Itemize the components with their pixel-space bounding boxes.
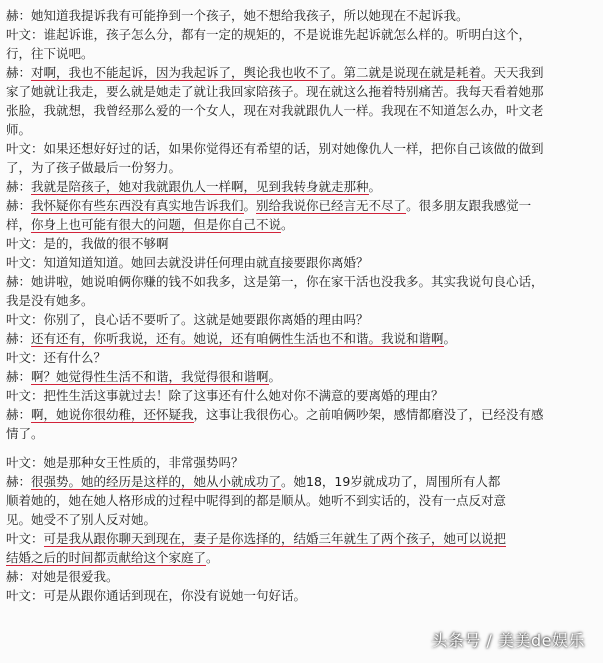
transcript-line [6, 567, 598, 586]
transcript-line [6, 158, 598, 177]
line-text: 赫： [6, 179, 32, 194]
underlined-text: 结婚之后的时间都贡献给这个家庭了 [6, 550, 207, 565]
underlined-text: 我就是陪孩子，她对我就跟仇人一样啊，见到我转身就走那种 [31, 179, 369, 194]
line-text: 了，为了孩子做最后一份努力。 [6, 160, 182, 175]
underlined-text: 还有还有，你听我说，还有。她说，还有咱俩性生活也不和谐。我说和谐啊 [31, 331, 444, 346]
line-text: 叶文：如果还想好好过的话，如果你觉得还有希望的话，别对她像仇人一样，把你自己该做的做到 [6, 141, 544, 156]
transcript-line [6, 367, 598, 386]
line-text: 赫：对她是很爱我。 [6, 569, 119, 584]
line-text: 叶文：知道知道知道。她回去就没讲任何理由就直接要跟你离婚？ [6, 255, 369, 270]
transcript-line [6, 25, 598, 44]
underlined-text: 可是我从跟你聊天到现在，妻子是你选择的，结婚三年就生了两个孩子，她可以说把 [43, 531, 507, 546]
line-text: 顺着她的，她在她人格形成的过程中呢得到的都是顺从。她听不到实话的，没有一点反对意 [6, 493, 507, 508]
transcript-line [6, 472, 598, 491]
underlined-text: 对啊，我也不能起诉，因为我起诉了，舆论我也收不了。第二就是说现在就是耗着 [31, 65, 482, 80]
line-text: 。很多朋友跟我感觉一 [406, 198, 532, 213]
underlined-text: 别给我说你已经言无不尽了 [256, 198, 407, 213]
line-text: 赫： [6, 474, 32, 489]
transcript-line [6, 386, 598, 405]
line-text: ，这事让我很伤心。之前咱俩吵架，感情都磨没了，已经没有感 [193, 407, 544, 422]
line-text: 我是没有她多。 [6, 293, 94, 308]
transcript [6, 6, 598, 605]
line-text: 赫：她知道我提诉我有可能挣到一个孩子，她不想给我孩子，所以她现在不起诉我。 [6, 8, 469, 23]
underlined-text: 你身上也可能有很大的问题，但是你自己不说 [31, 217, 282, 232]
line-text: 行，往下说吧。 [6, 46, 94, 61]
transcript-line [6, 586, 598, 605]
transcript-line [6, 101, 598, 120]
transcript-line [6, 348, 598, 367]
line-text: 。 [443, 331, 457, 346]
line-text: 。 [206, 550, 219, 565]
transcript-line [6, 215, 598, 234]
transcript-line [6, 177, 598, 196]
transcript-line [6, 329, 598, 348]
watermark: 头条号 / 美美de娱乐 [431, 631, 585, 650]
transcript-line [6, 272, 598, 291]
line-text: 赫： [6, 65, 32, 80]
line-text: 叶文：可是从跟你通话到现在，你没有说她一句好话。 [6, 588, 307, 603]
line-text: 。她18，19岁就成功了，周围所有人都 [281, 474, 501, 489]
line-text: 。天天我到 [481, 65, 544, 80]
line-text: 师。 [6, 122, 32, 137]
transcript-line [6, 63, 598, 82]
line-text: 见。她受不了别人反对她。 [6, 512, 157, 527]
transcript-line [6, 120, 598, 139]
transcript-line [6, 453, 598, 472]
underlined-text: 很强势。她的经历是这样的，她从小就成功了 [31, 474, 282, 489]
line-text: 情了。 [6, 426, 44, 441]
transcript-line [6, 405, 598, 424]
underlined-text: 啊？她觉得性生活不和谐，我觉得很和谐啊 [31, 369, 269, 384]
transcript-line [6, 6, 598, 25]
transcript-line [6, 291, 598, 310]
line-text: 赫：她讲啦，她说咱俩你赚的钱不如我多，这是第一，你在家干活也没我多。其实我说句良心话， [6, 274, 544, 289]
transcript-line [6, 139, 598, 158]
line-text: 家了她就让我走，要么就是她走了就让我回家陪孩子。现在就这么拖着特别痛苦。我每天看着她那 [6, 84, 544, 99]
line-text: 赫： [6, 198, 32, 213]
transcript-line [6, 529, 598, 548]
line-text: 赫： [6, 331, 32, 346]
transcript-line [6, 82, 598, 101]
line-text: 样， [6, 217, 32, 232]
line-text: 张脸，我就想，我曾经那么爱的一个女人，现在对我就跟仇人一样。我现在不知道怎么办，叶文老 [6, 103, 544, 118]
line-text: 。 [243, 198, 257, 213]
line-text: 赫： [6, 407, 32, 422]
transcript-line [6, 424, 598, 443]
line-text: 。 [268, 369, 282, 384]
line-text: 叶文：你别了，良心话不要听了。这就是她要跟你离婚的理由吗？ [6, 312, 369, 327]
transcript-line [6, 491, 598, 510]
line-text: 叶文： [6, 531, 44, 546]
line-text: 叶文：把性生活这事就过去！除了这事还有什么她对你不满意的要离婚的理由？ [6, 388, 444, 403]
transcript-line [6, 44, 598, 63]
transcript-line [6, 510, 598, 529]
line-text: 叶文：谁起诉谁，孩子怎么分，都有一定的规矩的，不是说谁先起诉就怎么样的。听明白这个， [6, 27, 532, 42]
transcript-line [6, 234, 598, 253]
line-text: 。 [368, 179, 382, 194]
transcript-line [6, 196, 598, 215]
transcript-line [6, 310, 598, 329]
line-text: 叶文：她是那种女王性质的，非常强势吗？ [6, 455, 244, 470]
paragraph-gap [6, 443, 598, 453]
line-text: 赫： [6, 369, 32, 384]
transcript-line [6, 548, 598, 567]
line-text: 叶文：是的，我做的很不够啊 [6, 236, 169, 251]
line-text: 。 [281, 217, 294, 232]
underlined-text: 我怀疑你有些东西没有真实地告诉我们 [31, 198, 244, 213]
line-text: 叶文：还有什么？ [6, 350, 107, 365]
transcript-line [6, 253, 598, 272]
underlined-text: 啊，她说你很幼稚，还怀疑我 [31, 407, 194, 422]
